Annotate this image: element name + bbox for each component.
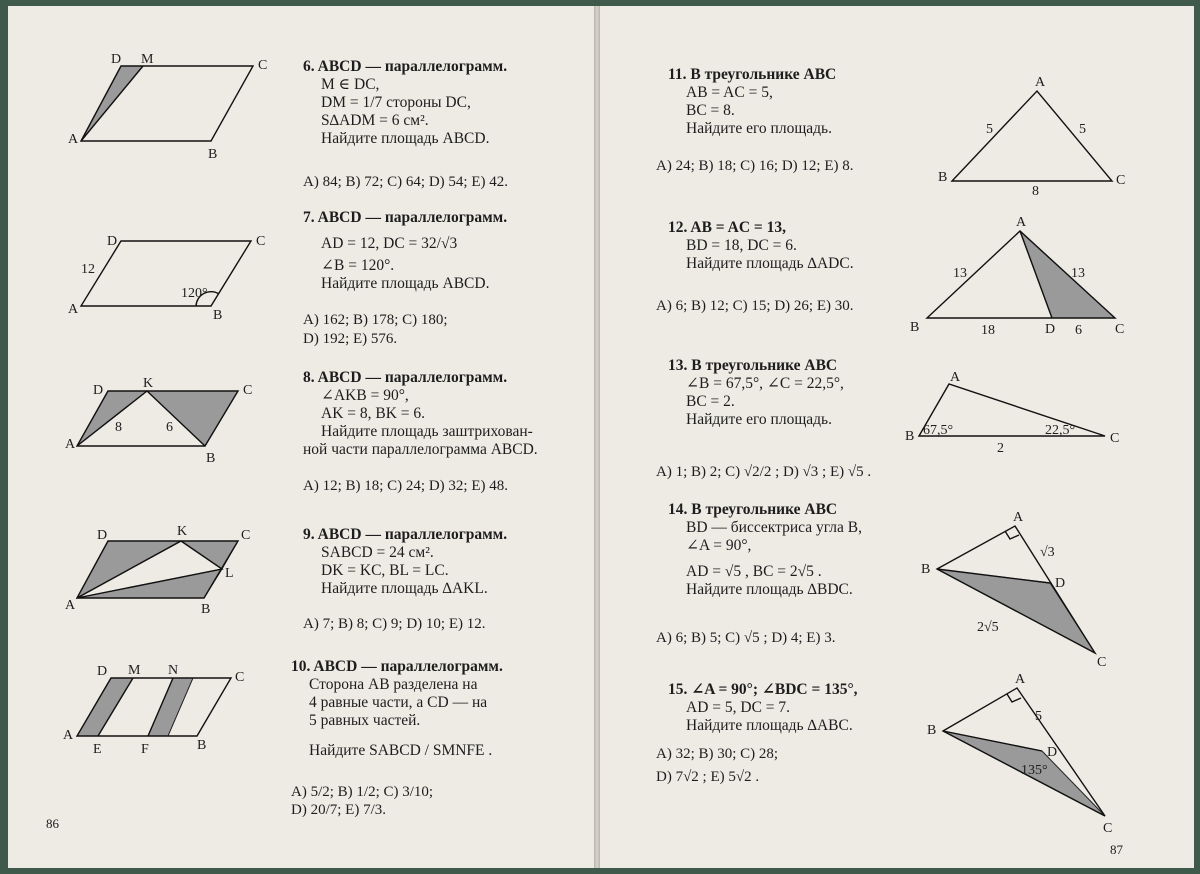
fig13-label-angc: 22,5°	[1045, 423, 1076, 438]
fig8-label-bk: 6	[166, 420, 173, 435]
figure-9	[63, 521, 303, 621]
problem-line: 11. В треугольнике ABC	[668, 66, 837, 83]
fig12-label-c: C	[1115, 322, 1125, 337]
fig11-label-c: C	[1116, 173, 1126, 188]
fig7-label-angle: 120°	[181, 286, 208, 301]
problem-line: AD = 12, DC = 32/√3	[321, 235, 458, 252]
problem-line: Найдите площадь ABCD.	[321, 130, 490, 147]
fig14-label-ad: √3	[1040, 545, 1055, 560]
problem-line: DK = KC, BL = LC.	[321, 562, 449, 579]
fig14-label-a: A	[1013, 510, 1024, 525]
problem-11	[668, 66, 836, 138]
fig9-label-d: D	[97, 528, 108, 543]
figure-11	[938, 75, 1140, 199]
answers-6: A) 84; B) 72; C) 64; D) 54; E) 42.	[303, 174, 508, 190]
figure-8	[63, 376, 303, 476]
figure-14	[915, 510, 1115, 670]
figure-13	[905, 370, 1125, 456]
fig15-label-d: D	[1047, 745, 1058, 760]
problem-line: Найдите площадь ∆BDC.	[686, 581, 853, 598]
answers-13: A) 1; B) 2; C) √2/2 ; D) √3 ; E) √5 .	[656, 464, 872, 480]
fig12-label-ac: 13	[1071, 266, 1085, 281]
fig14-label-b: B	[921, 562, 931, 577]
fig7-label-d: D	[107, 234, 118, 249]
right-page	[600, 6, 1194, 868]
problem-line: AB = AC = 5,	[686, 84, 773, 101]
fig8-shaded-right	[147, 391, 238, 446]
page-number-left: 86	[46, 816, 59, 831]
problem-line: Найдите площадь ∆ADC.	[686, 255, 854, 272]
problem-15	[668, 681, 858, 735]
answers-10-cont: D) 20/7; E) 7/3.	[291, 802, 386, 818]
fig15-label-a: A	[1015, 672, 1026, 687]
problem-6	[303, 58, 507, 148]
problem-line: ∠AKB = 90°,	[321, 387, 409, 404]
fig7-label-a: A	[68, 302, 79, 317]
fig10-label-a: A	[63, 728, 74, 743]
problem-line: 4 равные части, а CD — на	[309, 694, 488, 711]
problem-line: 13. В треугольнике ABC	[668, 357, 838, 374]
problem-line: Найдите площадь заштрихован-	[321, 423, 533, 440]
fig14-label-d: D	[1055, 576, 1066, 591]
fig15-label-b: B	[927, 723, 937, 738]
answers-7-cont: D) 192; E) 576.	[303, 331, 398, 347]
fig12-label-a: A	[1016, 215, 1027, 230]
problem-line: 7. ABCD — параллелограмм.	[303, 209, 508, 226]
answers-12: A) 6; B) 12; C) 15; D) 26; E) 30.	[656, 298, 854, 314]
problem-8	[303, 369, 538, 459]
fig9-label-a: A	[65, 598, 76, 613]
fig6-label-a: A	[68, 132, 79, 147]
figure-15	[927, 672, 1115, 836]
problem-line: 15. ∠A = 90°; ∠BDC = 135°,	[668, 681, 858, 698]
fig7-label-c: C	[256, 234, 266, 249]
problem-line: DM = 1/7 стороны DC,	[321, 94, 471, 111]
fig12-label-b: B	[910, 320, 920, 335]
fig13-label-angb: 67,5°	[923, 423, 954, 438]
problem-line: BD — биссектриса угла B,	[686, 519, 862, 536]
fig6-label-c: C	[258, 58, 268, 73]
answers-11: A) 24; B) 18; C) 16; D) 12; E) 8.	[656, 158, 854, 174]
fig10-label-e: E	[93, 742, 102, 757]
fig9-label-c: C	[241, 528, 251, 543]
fig6-label-m: M	[141, 52, 154, 67]
fig10-label-m: M	[128, 663, 141, 678]
fig12-label-bd: 18	[981, 323, 995, 338]
figure-6	[63, 51, 303, 161]
problem-line: M ∈ DC,	[321, 76, 380, 93]
fig12-label-ab: 13	[953, 266, 967, 281]
fig10-label-c: C	[235, 670, 245, 685]
fig15-label-ad: 5	[1035, 709, 1042, 724]
problem-line: Найдите площадь ABCD.	[321, 275, 490, 292]
fig6-label-d: D	[111, 52, 122, 67]
fig6-label-b: B	[208, 147, 218, 162]
answers-8: A) 12; B) 18; C) 24; D) 32; E) 48.	[303, 478, 508, 494]
answers-15-cont: D) 7√2 ; E) 5√2 .	[656, 769, 760, 785]
fig8-label-ak: 8	[115, 420, 122, 435]
fig10-shaded-right	[148, 678, 193, 736]
problem-line: Найдите его площадь.	[686, 120, 832, 137]
problem-line: 9. ABCD — параллелограмм.	[303, 526, 508, 543]
problem-line: 8. ABCD — параллелограмм.	[303, 369, 508, 386]
fig13-label-a: A	[950, 370, 961, 385]
answers-15: A) 32; B) 30; C) 28;	[656, 746, 779, 762]
fig7-label-b: B	[213, 308, 223, 323]
problem-line: BC = 8.	[686, 102, 735, 119]
problem-10	[291, 658, 503, 760]
problem-12	[668, 219, 854, 273]
answers-14: A) 6; B) 5; C) √5 ; D) 4; E) 3.	[656, 630, 836, 646]
fig10-label-f: F	[141, 742, 149, 757]
fig6-segment-am	[81, 66, 143, 141]
fig9-label-l: L	[225, 566, 234, 581]
problem-line: ∠B = 67,5°, ∠C = 22,5°,	[686, 375, 844, 392]
problem-line: ной части параллелограмма ABCD.	[303, 441, 538, 458]
fig8-label-d: D	[93, 383, 104, 398]
problem-line: Сторона AB разделена на	[309, 676, 478, 693]
problem-line: Найдите SABCD / SMNFE .	[309, 742, 493, 759]
problem-line: AD = 5, DC = 7.	[686, 699, 791, 716]
fig9-label-k: K	[177, 524, 188, 539]
answers-10: A) 5/2; B) 1/2; C) 3/10;	[291, 784, 434, 800]
problem-line: Найдите площадь ∆AKL.	[321, 580, 488, 597]
problem-line: Найдите его площадь.	[686, 411, 832, 428]
fig12-label-d: D	[1045, 322, 1056, 337]
fig15-label-c: C	[1103, 821, 1113, 836]
fig8-label-k: K	[143, 376, 154, 391]
fig11-triangle	[952, 91, 1112, 181]
problem-line: BC = 2.	[686, 393, 735, 410]
fig7-label-side: 12	[81, 262, 95, 277]
problem-line: 10. ABCD — параллелограмм.	[291, 658, 503, 675]
problem-line: 14. В треугольнике ABC	[668, 501, 838, 518]
problem-line: BD = 18, DC = 6.	[686, 237, 797, 254]
answers-9: A) 7; B) 8; C) 9; D) 10; E) 12.	[303, 616, 486, 632]
book-spread	[8, 6, 1194, 868]
page-number-right: 87	[1110, 842, 1123, 857]
fig14-label-c: C	[1097, 655, 1107, 670]
fig8-label-a: A	[65, 437, 76, 452]
problem-line: S∆ADM = 6 см².	[321, 112, 429, 129]
fig8-label-c: C	[243, 383, 253, 398]
fig10-label-b: B	[197, 738, 207, 753]
fig8-label-b: B	[206, 451, 216, 466]
fig10-shaded-left	[77, 678, 133, 736]
fig13-label-bc: 2	[997, 441, 1004, 456]
problem-line: 12. AB = AC = 13,	[668, 219, 786, 236]
problem-line: Найдите площадь ∆ABC.	[686, 717, 853, 734]
fig13-label-b: B	[905, 429, 915, 444]
figure-10	[63, 661, 303, 761]
problem-line: ∠B = 120°.	[321, 257, 395, 274]
fig10-label-d: D	[97, 664, 108, 679]
fig12-label-dc: 6	[1075, 323, 1082, 338]
left-page	[8, 6, 594, 868]
fig15-label-ang: 135°	[1021, 763, 1048, 778]
problem-line: AK = 8, BK = 6.	[321, 405, 426, 422]
fig7-parallelogram	[81, 241, 251, 306]
problem-line: SABCD = 24 см².	[321, 544, 434, 561]
fig13-label-c: C	[1110, 431, 1120, 446]
fig9-label-b: B	[201, 602, 211, 617]
problem-line: AD = √5 , BC = 2√5 .	[686, 563, 822, 580]
answers-7: A) 162; B) 178; C) 180;	[303, 312, 448, 328]
problem-14	[668, 501, 862, 599]
figure-12	[910, 215, 1135, 338]
fig10-label-n: N	[168, 663, 179, 678]
problem-13	[668, 357, 844, 429]
problem-line: 6. ABCD — параллелограмм.	[303, 58, 508, 75]
fig11-label-b: B	[938, 170, 948, 185]
fig11-label-ab: 5	[986, 122, 993, 137]
problem-7	[303, 209, 507, 293]
problem-line: ∠A = 90°,	[686, 537, 752, 554]
fig14-label-bc: 2√5	[977, 620, 999, 635]
figure-7	[63, 231, 303, 331]
fig15-right-angle	[1007, 694, 1021, 702]
fig11-label-bc: 8	[1032, 184, 1039, 199]
fig14-right-angle	[1005, 531, 1019, 539]
problem-line: 5 равных частей.	[309, 712, 421, 729]
fig11-label-ac: 5	[1079, 122, 1086, 137]
fig11-label-a: A	[1035, 75, 1046, 90]
problem-9	[303, 526, 507, 598]
